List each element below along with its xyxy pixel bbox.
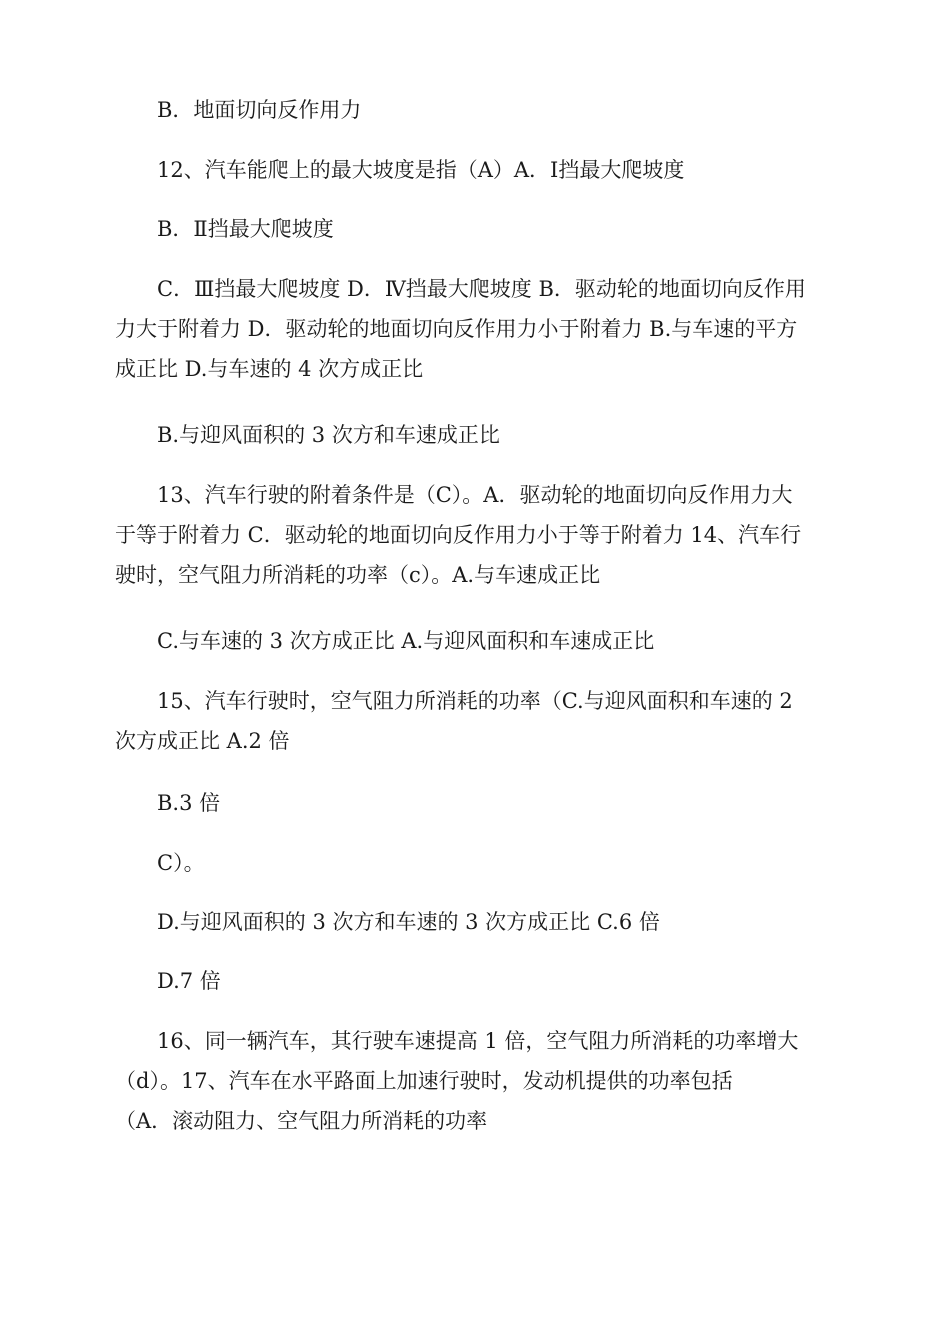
paragraph-1	[115, 90, 835, 130]
text-line: D.与迎风面积的 3 次方和车速的 3 次方成正比 C.6 倍	[115, 910, 660, 934]
paragraph-4	[115, 269, 835, 389]
paragraph-12	[115, 961, 835, 1001]
paragraph-11	[115, 902, 835, 942]
text-line: 12、汽车能爬上的最大坡度是指（A）A．Ⅰ挡最大爬坡度	[115, 158, 685, 182]
paragraph-8	[115, 681, 835, 761]
text-line: C）。	[115, 851, 205, 875]
text-line: C.与车速的 3 次方成正比 A.与迎风面积和车速成正比	[115, 629, 655, 653]
text-line: C．Ⅲ挡最大爬坡度 D．Ⅳ挡最大爬坡度 B．驱动轮的地面切向反作用	[115, 277, 806, 301]
paragraph-9	[115, 783, 835, 823]
paragraph-3	[115, 209, 835, 249]
text-line: B．Ⅱ挡最大爬坡度	[115, 217, 334, 241]
text-line: B.3 倍	[115, 791, 221, 815]
paragraph-2	[115, 150, 835, 190]
text-line: （A．滚动阻力、空气阻力所消耗的功率	[115, 1109, 488, 1133]
text-line: 13、汽车行驶的附着条件是（C）。A．驱动轮的地面切向反作用力大	[115, 483, 793, 507]
text-line: 16、同一辆汽车，其行驶车速提高 1 倍，空气阻力所消耗的功率增大	[115, 1029, 799, 1053]
text-line: （d）。17、汽车在水平路面上加速行驶时，发动机提供的功率包括	[115, 1069, 733, 1093]
paragraph-13	[115, 1021, 835, 1141]
text-line: 15、汽车行驶时，空气阻力所消耗的功率（C.与迎风面积和车速的 2	[115, 689, 793, 713]
paragraph-10	[115, 843, 835, 883]
text-line: D.7 倍	[115, 969, 221, 993]
paragraph-7	[115, 621, 835, 661]
text-line: 力大于附着力 D．驱动轮的地面切向反作用力小于附着力 B.与车速的平方	[115, 317, 798, 341]
text-line: 于等于附着力 C．驱动轮的地面切向反作用力小于等于附着力 14、汽车行	[115, 523, 802, 547]
paragraph-6	[115, 475, 835, 595]
text-line: 驶时，空气阻力所消耗的功率（c）。A.与车速成正比	[115, 563, 601, 587]
paragraph-5	[115, 415, 835, 455]
text-line: 成正比 D.与车速的 4 次方成正比	[115, 357, 424, 381]
text-line: B．地面切向反作用力	[115, 98, 362, 122]
text-line: B.与迎风面积的 3 次方和车速成正比	[115, 423, 500, 447]
text-line: 次方成正比 A.2 倍	[115, 729, 290, 753]
